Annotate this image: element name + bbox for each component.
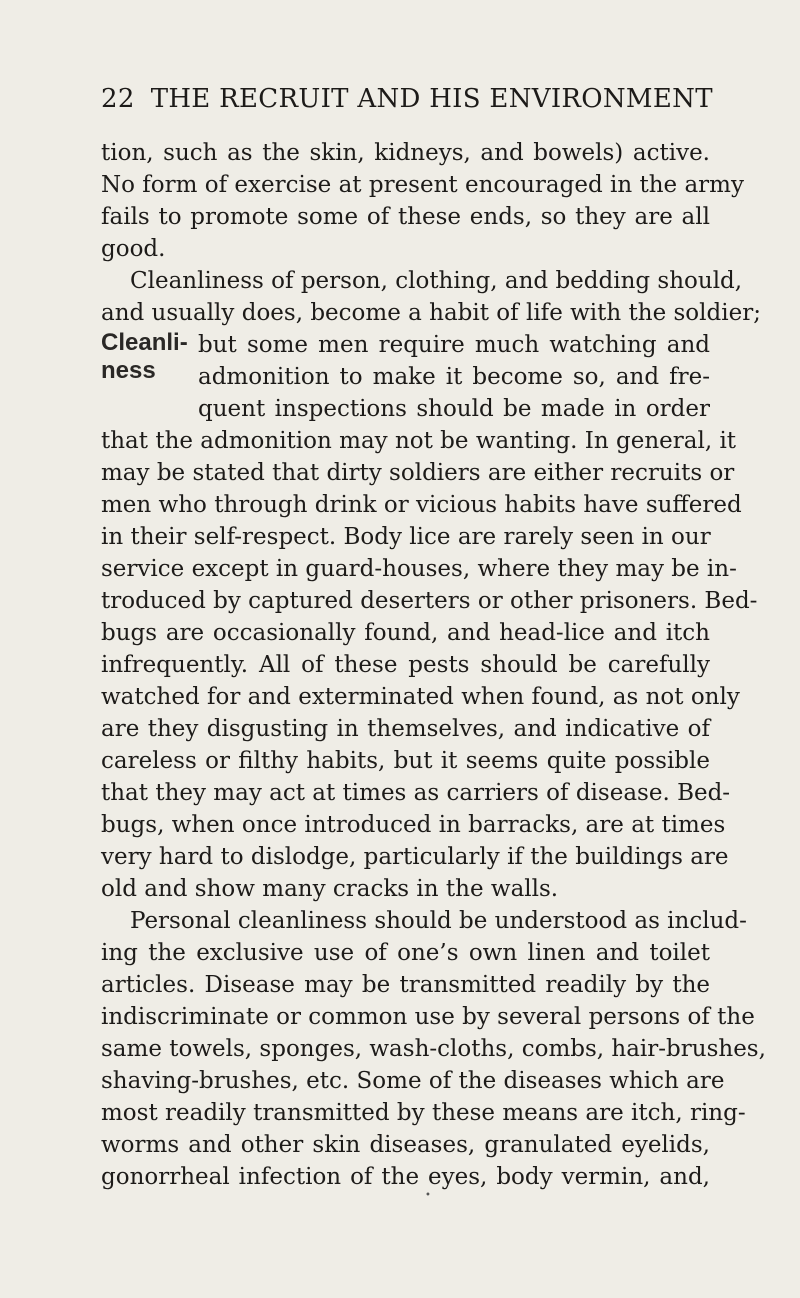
margin-note-line-1: Cleanli- [101, 329, 188, 356]
body-line: careless or filthy habits, but it seems quite possible [101, 748, 710, 774]
body-line: Cleanliness of person, clothing, and bedding should, [130, 268, 743, 294]
body-line: very hard to dislodge, particularly if the buildings are [101, 844, 729, 870]
body-line: good. [101, 236, 166, 262]
body-line: gonorrheal infection of the eyes, body vermin, and, [101, 1164, 710, 1190]
body-line: fails to promote some of these ends, so they are all [101, 204, 710, 230]
body-line: articles. Disease may be transmitted readily by the [101, 972, 710, 998]
body-line: may be stated that dirty soldiers are either recruits or [101, 460, 735, 486]
body-line: Personal cleanliness should be understood as includ- [130, 908, 747, 934]
body-line: infrequently. All of these pests should be carefully [101, 652, 710, 678]
running-head [101, 84, 711, 114]
page-number: 22 [101, 84, 135, 114]
body-line: worms and other skin diseases, granulated eyelids, [101, 1132, 710, 1158]
body-line: quent inspections should be made in order [198, 396, 710, 422]
body-line: service except in guard-houses, where they may be in- [101, 556, 737, 582]
body-line: indiscriminate or common use by several persons of the [101, 1004, 755, 1030]
body-line: troduced by captured deserters or other prisoners. Bed- [101, 588, 758, 614]
body-line: bugs, when once introduced in barracks, are at times [101, 812, 726, 838]
body-line: watched for and exterminated when found, as not only [101, 684, 740, 710]
body-line: No form of exercise at present encouraged in the army [101, 172, 744, 198]
body-line: in their self-respect. Body lice are rarely seen in our [101, 524, 711, 550]
body-line: same towels, sponges, wash-cloths, combs, hair-brushes, [101, 1036, 766, 1062]
body-line: admonition to make it become so, and fre- [198, 364, 710, 390]
body-line: and usually does, become a habit of life with the soldier; [101, 300, 761, 326]
body-line: most readily transmitted by these means are itch, ring- [101, 1100, 746, 1126]
body-line: are they disgusting in themselves, and indicative of [101, 716, 710, 742]
footer-mark: • [425, 1190, 431, 1201]
body-line: old and show many cracks in the walls. [101, 876, 559, 902]
running-title: THE RECRUIT AND HIS ENVIRONMENT [150, 84, 713, 114]
body-line: that the admonition may not be wanting. In general, it [101, 428, 737, 454]
body-line: that they may act at times as carriers of disease. Bed- [101, 780, 731, 806]
body-line: bugs are occasionally found, and head-lice and itch [101, 620, 710, 646]
body-line: but some men require much watching and [198, 332, 710, 358]
body-line: tion, such as the skin, kidneys, and bowels) active. [101, 140, 710, 166]
body-line: ing the exclusive use of one’s own linen and toilet [101, 940, 710, 966]
margin-note-line-2: ness [101, 357, 156, 384]
body-line: men who through drink or vicious habits have suffered [101, 492, 742, 518]
body-line: shaving-brushes, etc. Some of the diseases which are [101, 1068, 725, 1094]
